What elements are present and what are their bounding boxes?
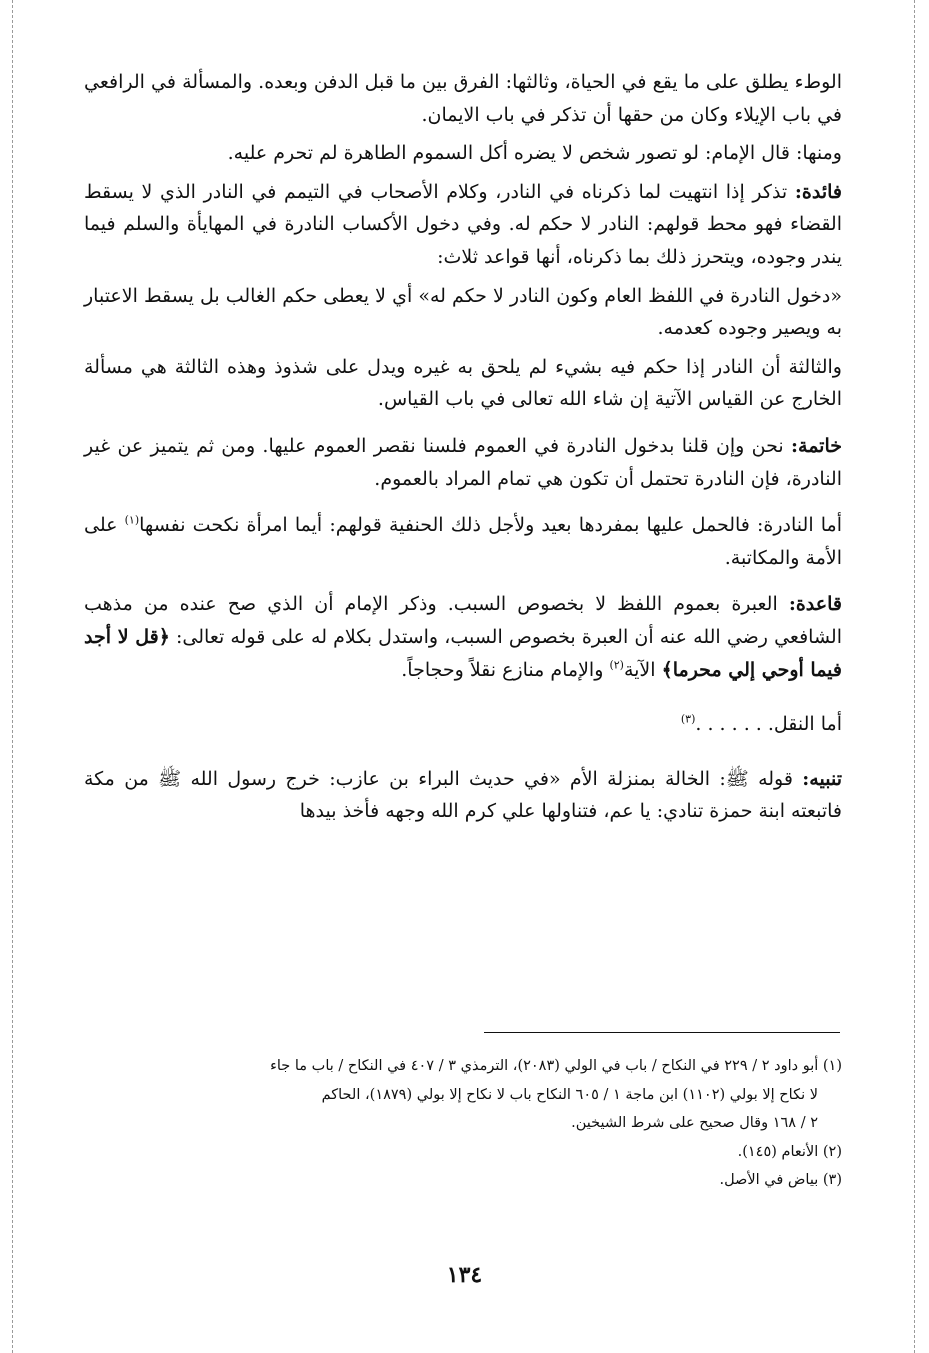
footnote-1-line-2: لا نكاح إلا بولي (١١٠٢) ابن ماجة ١ / ٦٠٥ النكاح باب لا نكاح إلا بولي (١٨٧٩)، الحاكم <box>321 1086 818 1103</box>
nadira-tail: على الأمة والمكاتبة. <box>84 514 842 569</box>
paragraph-1-text: الوطء يطلق على ما يقع في الحياة، وثالثها: الفرق بين ما قبل الدفن وبعده. والمسألة في الرافعي في باب الإيلاء وكان من حقها أن تذكر في باب الايمان. <box>84 71 842 126</box>
scan-edge-right <box>914 0 915 1353</box>
quote-text: «دخول النادرة في اللفظ العام وكون النادر لا حكم له» أي لا يعطى حكم الغالب بل يسقط الاعتبار به ويصير وجوده كعدمه. <box>84 284 842 340</box>
footnote-separator <box>484 1032 840 1033</box>
footnote-ref-2[interactable]: (٢) <box>609 658 624 672</box>
aya-word: الآية <box>623 658 656 681</box>
paragraph-2 <box>84 137 842 170</box>
main-text <box>84 66 842 828</box>
footnote-1-line-3: ٢ / ١٦٨ وقال صحيح على شرط الشيخين. <box>571 1115 818 1131</box>
paragraph-2-text: ومنها: قال الإمام: لو تصور شخص لا يضره أكل السموم الطاهرة لم تحرم عليه. <box>227 142 842 165</box>
khatima-term: خاتمة: <box>791 434 843 457</box>
qaida-term: قاعدة: <box>788 593 842 616</box>
qaida-tail: والإمام منازع نقلاً وحجاجاً. <box>401 658 604 681</box>
footnote-2: (٢) الأنعام (١٤٥). <box>737 1143 842 1160</box>
paragraph-1 <box>84 66 842 131</box>
tanbih-term: تنبيه: <box>802 767 842 790</box>
quran-verse: ﴿قل لا أجد فيما أوحي إلي محرما﴾ <box>84 625 842 681</box>
faida-term: فائدة: <box>794 180 842 203</box>
footnote-1-line-1: (١) أبو داود ٢ / ٢٢٩ في النكاح / باب في الولي (٢٠٨٣)، الترمذي ٣ / ٤٠٧ في النكاح / باب ما جاء <box>270 1058 842 1074</box>
paragraph-faida <box>84 176 842 274</box>
scan-edge-left <box>12 0 13 1353</box>
qaida-lead: العبرة بعموم اللفظ لا بخصوص السبب. وذكر الإمام أن الذي صح عنده من مذهب الشافعي رضي الله عنه أن العبرة بخصوص السبب، واستدل بكلام له على قوله تعالى: <box>84 593 842 648</box>
third-text: والثالثة أن النادر إذا حكم فيه بشيء لم يلحق به غيره ويدل على شذوذ وهذه الثالثة هي مسألة الخارج عن القياس الآتية إن شاء الله تعالى في باب القياس. <box>84 355 842 411</box>
footnote-ref-1[interactable]: (١) <box>124 513 140 527</box>
paragraph-nadira <box>84 509 842 574</box>
paragraph-quote <box>84 280 842 345</box>
paragraph-third <box>84 351 842 416</box>
paragraph-tanbih <box>84 763 842 828</box>
page-number: ١٣٤ <box>446 1262 483 1288</box>
nadira-lead: أما النادرة: فالحمل عليها بمفردها بعيد ولأجل ذلك الحنفية قولهم: أيما امرأة نكحت نفسها <box>139 514 843 537</box>
paragraph-khatima <box>84 430 842 495</box>
paragraph-naql <box>84 708 842 741</box>
footnote-3: (٣) بياض في الأصل. <box>719 1172 842 1188</box>
footnotes <box>96 1052 842 1195</box>
khatima-text: نحن وإن قلنا بدخول النادرة في العموم فلسنا نقصر العموم عليها. ومن ثم يتميز عن غير النادرة، فإن النادرة تحتمل أن تكون هي تمام المراد بالعموم. <box>84 434 842 490</box>
footnote-ref-3[interactable]: (٣) <box>680 712 696 726</box>
tanbih-text: قوله ﷺ: الخالة بمنزلة الأم «في حديث البراء بن عازب: خرج رسول الله ﷺ من مكة فاتبعته ابنة حمزة تنادي: يا عم، فتناولها علي كرم الله وجهه فأخذ بيدها <box>84 767 842 823</box>
paragraph-qaida <box>84 588 842 686</box>
faida-text: تذكر إذا انتهيت لما ذكرناه في النادر، وكلام الأصحاب في التيمم في النادر الذي لا يسقط القضاء فهو محط قولهم: النادر لا حكم له. وفي دخول الأكساب النادرة في المهايأة والسلم فيما يندر وجوده، ويتحرز ذلك بما ذكرناه، أنها قواعد ثلاث: <box>84 180 842 268</box>
naql-text: أما النقل. . . . . . . <box>695 713 842 736</box>
